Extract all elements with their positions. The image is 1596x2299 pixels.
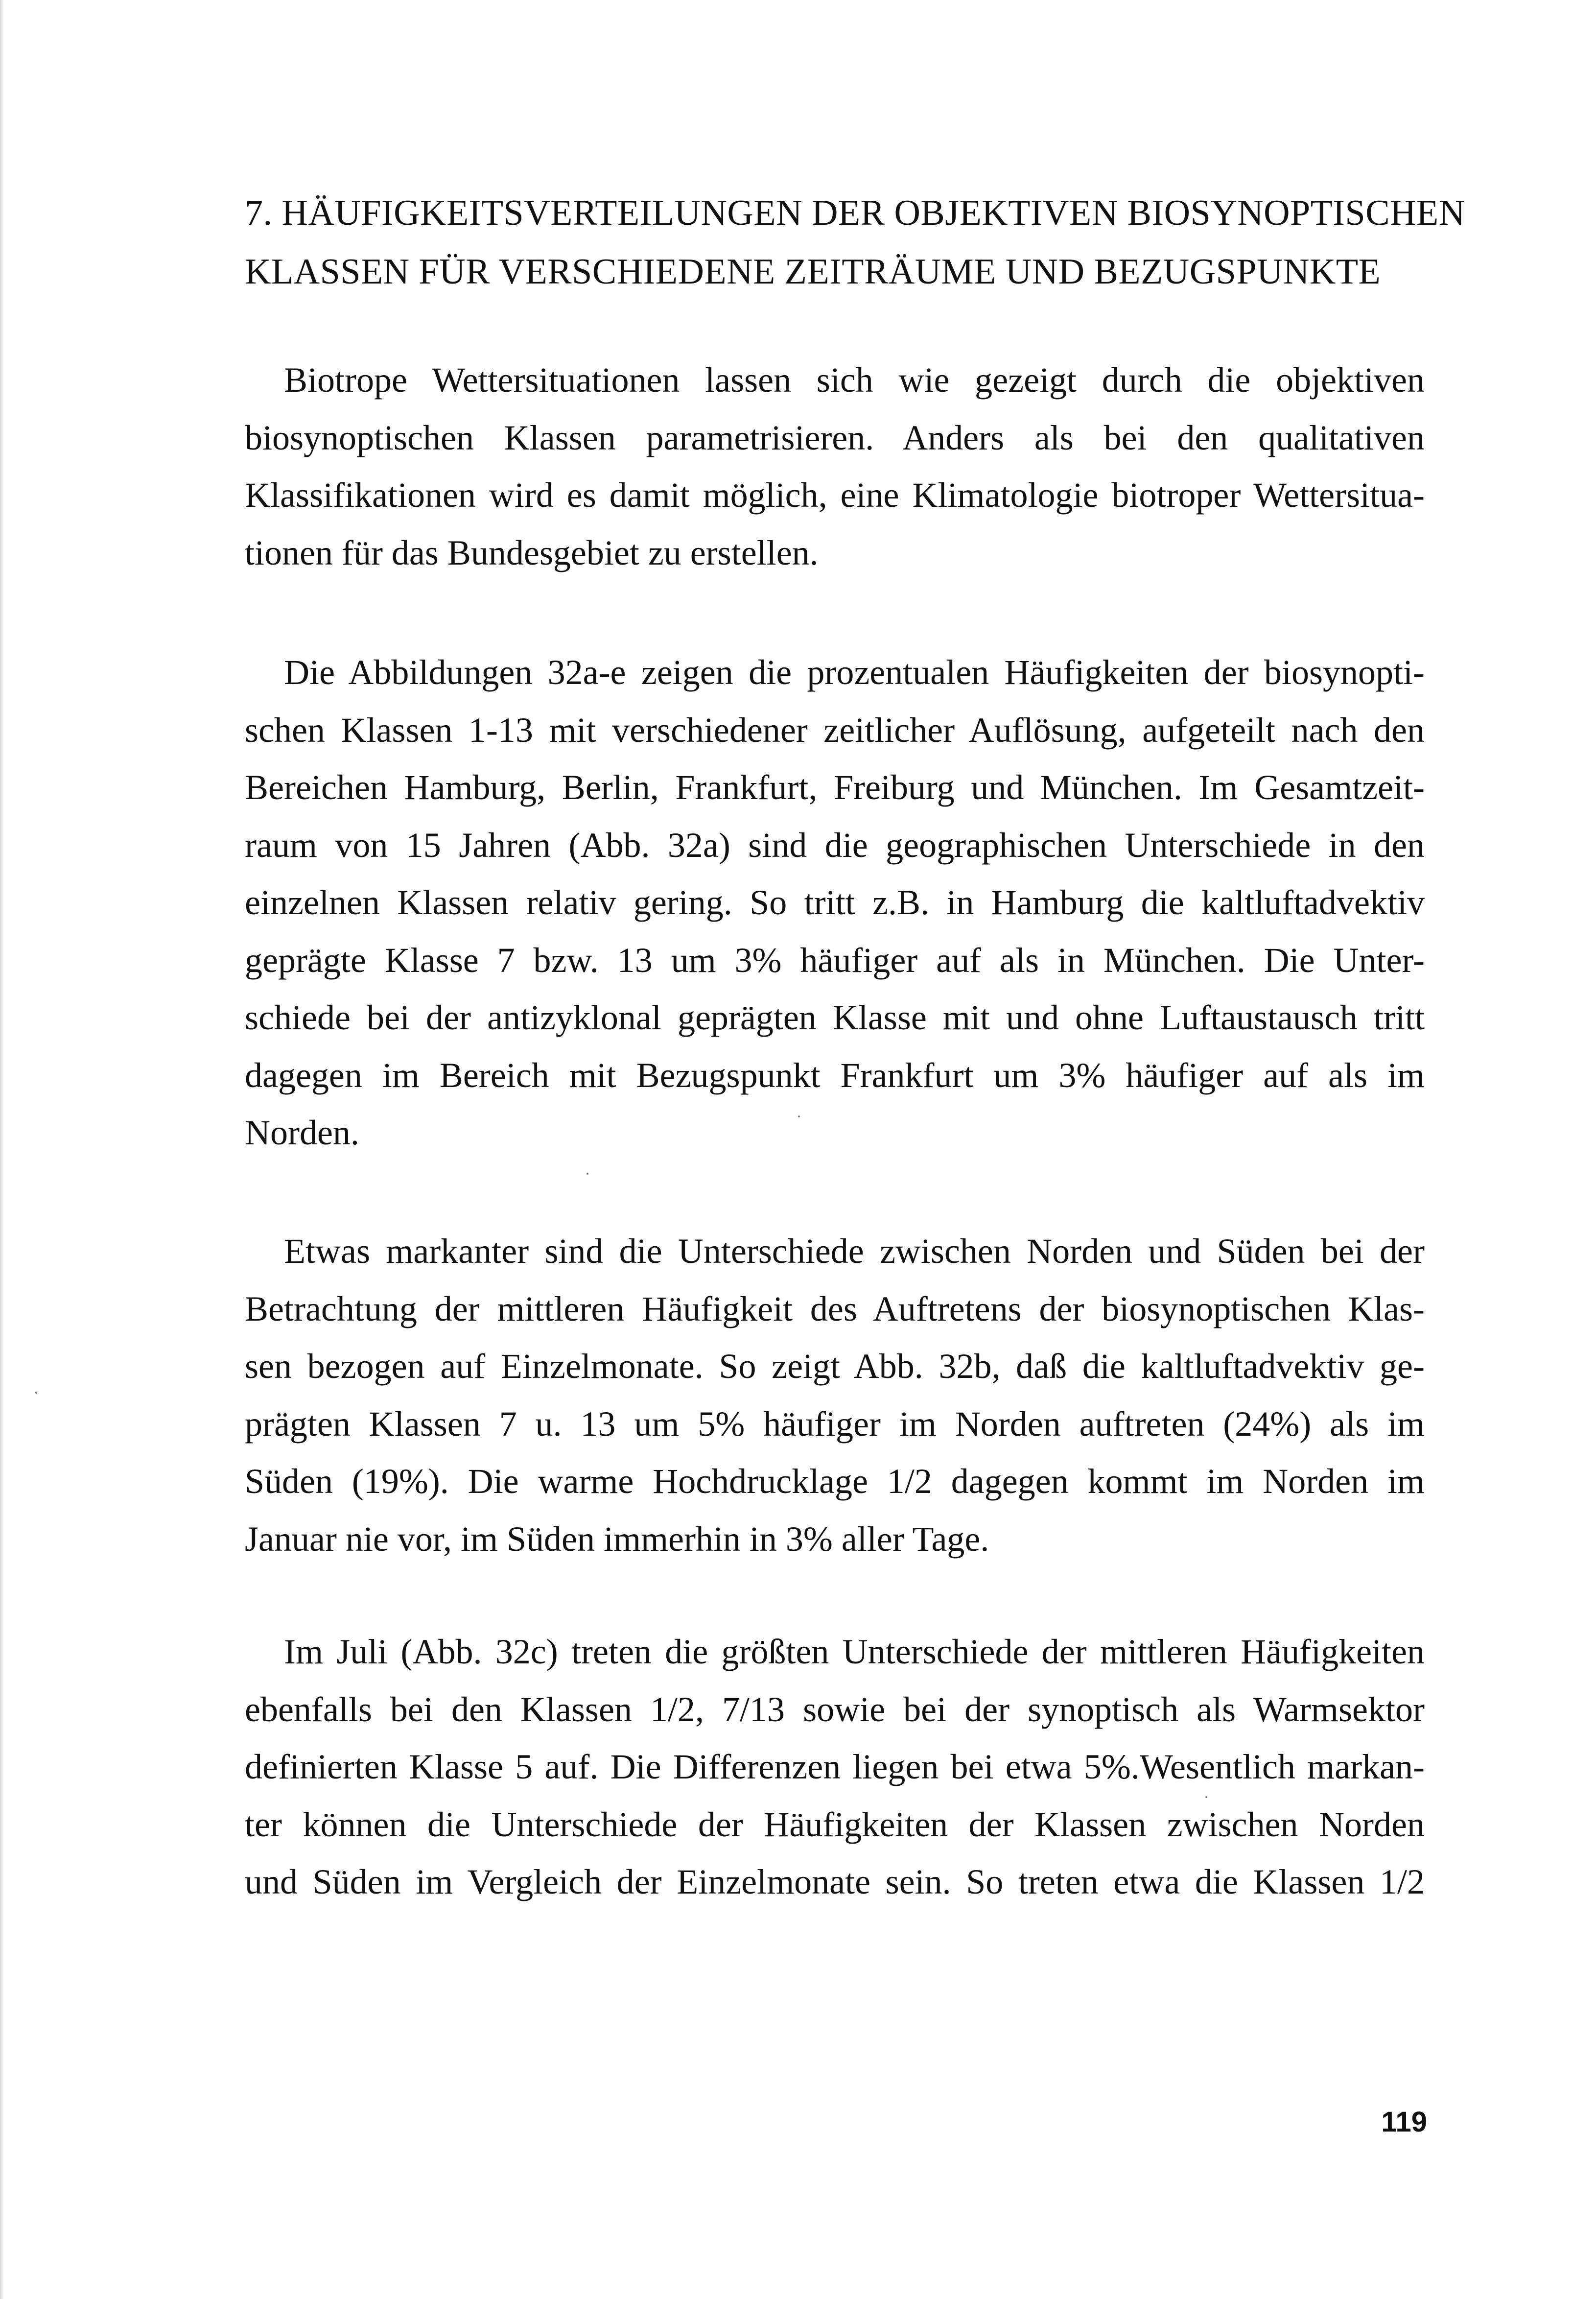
text-line: tionen für das Bundesgebiet zu erstellen. xyxy=(245,533,819,572)
text-line: Klassifikationen wird es damit möglich, eine Klimatologie biotroper Wettersitua- xyxy=(245,475,1425,515)
text-line: geprägte Klasse 7 bzw. 13 um 3% häufiger auf als in München. Die Unter- xyxy=(245,940,1425,980)
text-line: Im Juli (Abb. 32c) treten die größten Unterschiede der mittleren Häufigkeiten xyxy=(284,1632,1425,1671)
scan-speck xyxy=(798,1115,800,1117)
heading-line: KLASSEN FÜR VERSCHIEDENE ZEITRÄUME UND BEZUGSPUNKTE xyxy=(245,252,1381,292)
text-line: Die Abbildungen 32a-e zeigen die prozentualen Häufigkeiten der biosynopti- xyxy=(284,653,1425,692)
text-line: ter können die Unterschiede der Häufigkeiten der Klassen zwischen Norden xyxy=(245,1804,1425,1844)
text-line: Bereichen Hamburg, Berlin, Frankfurt, Freiburg und München. Im Gesamtzeit- xyxy=(245,768,1425,807)
scan-speck xyxy=(1205,1796,1207,1798)
text-line: Biotrope Wettersituationen lassen sich wie gezeigt durch die objektiven xyxy=(284,360,1425,400)
text-line: biosynoptischen Klassen parametrisieren. Anders als bei den qualitativen xyxy=(245,418,1425,457)
text-line: Norden. xyxy=(245,1113,359,1152)
text-line: Etwas markanter sind die Unterschiede zwischen Norden und Süden bei der xyxy=(284,1232,1425,1271)
section-heading xyxy=(245,184,1465,301)
text-line: einzelnen Klassen relativ gering. So tritt z.B. in Hamburg die kaltluftadvektiv xyxy=(245,883,1425,922)
text-line: dagegen im Bereich mit Bezugspunkt Frankfurt um 3% häufiger auf als im xyxy=(245,1055,1425,1095)
text-line: prägten Klassen 7 u. 13 um 5% häufiger im Norden auftreten (24%) als im xyxy=(245,1404,1425,1444)
text-line: Januar nie vor, im Süden immerhin in 3% aller Tage. xyxy=(245,1519,989,1559)
text-line: Süden (19%). Die warme Hochdrucklage 1/2 dagegen kommt im Norden im xyxy=(245,1462,1425,1501)
page-edge xyxy=(0,0,4,2299)
heading-line: 7. HÄUFIGKEITSVERTEILUNGEN DER OBJEKTIVEN BIOSYNOPTISCHEN xyxy=(245,193,1465,233)
text-line: schen Klassen 1-13 mit verschiedener zeitlicher Auflösung, aufgeteilt nach den xyxy=(245,710,1425,750)
text-line: und Süden im Vergleich der Einzelmonate sein. So treten etwa die Klassen 1/2 xyxy=(245,1862,1425,1901)
paragraph-4 xyxy=(245,1623,1425,1911)
text-line: raum von 15 Jahren (Abb. 32a) sind die geographischen Unterschiede in den xyxy=(245,825,1425,865)
paragraph-3 xyxy=(245,1223,1425,1568)
text-line: Betrachtung der mittleren Häufigkeit des Auftretens der biosynoptischen Klas- xyxy=(245,1289,1425,1328)
paragraph-2 xyxy=(245,644,1425,1162)
scan-speck xyxy=(587,1173,588,1175)
paragraph-1 xyxy=(245,352,1425,582)
text-line: ebenfalls bei den Klassen 1/2, 7/13 sowie bei der synoptisch als Warmsektor xyxy=(245,1689,1425,1729)
text-line: schiede bei der antizyklonal geprägten Klasse mit und ohne Luftaustausch tritt xyxy=(245,998,1425,1037)
scan-speck xyxy=(35,1392,37,1394)
text-line: definierten Klasse 5 auf. Die Differenzen liegen bei etwa 5%.Wesentlich markan- xyxy=(245,1747,1425,1786)
page-number: 119 xyxy=(1381,2106,1427,2138)
text-line: sen bezogen auf Einzelmonate. So zeigt Abb. 32b, daß die kaltluftadvektiv ge- xyxy=(245,1347,1425,1386)
